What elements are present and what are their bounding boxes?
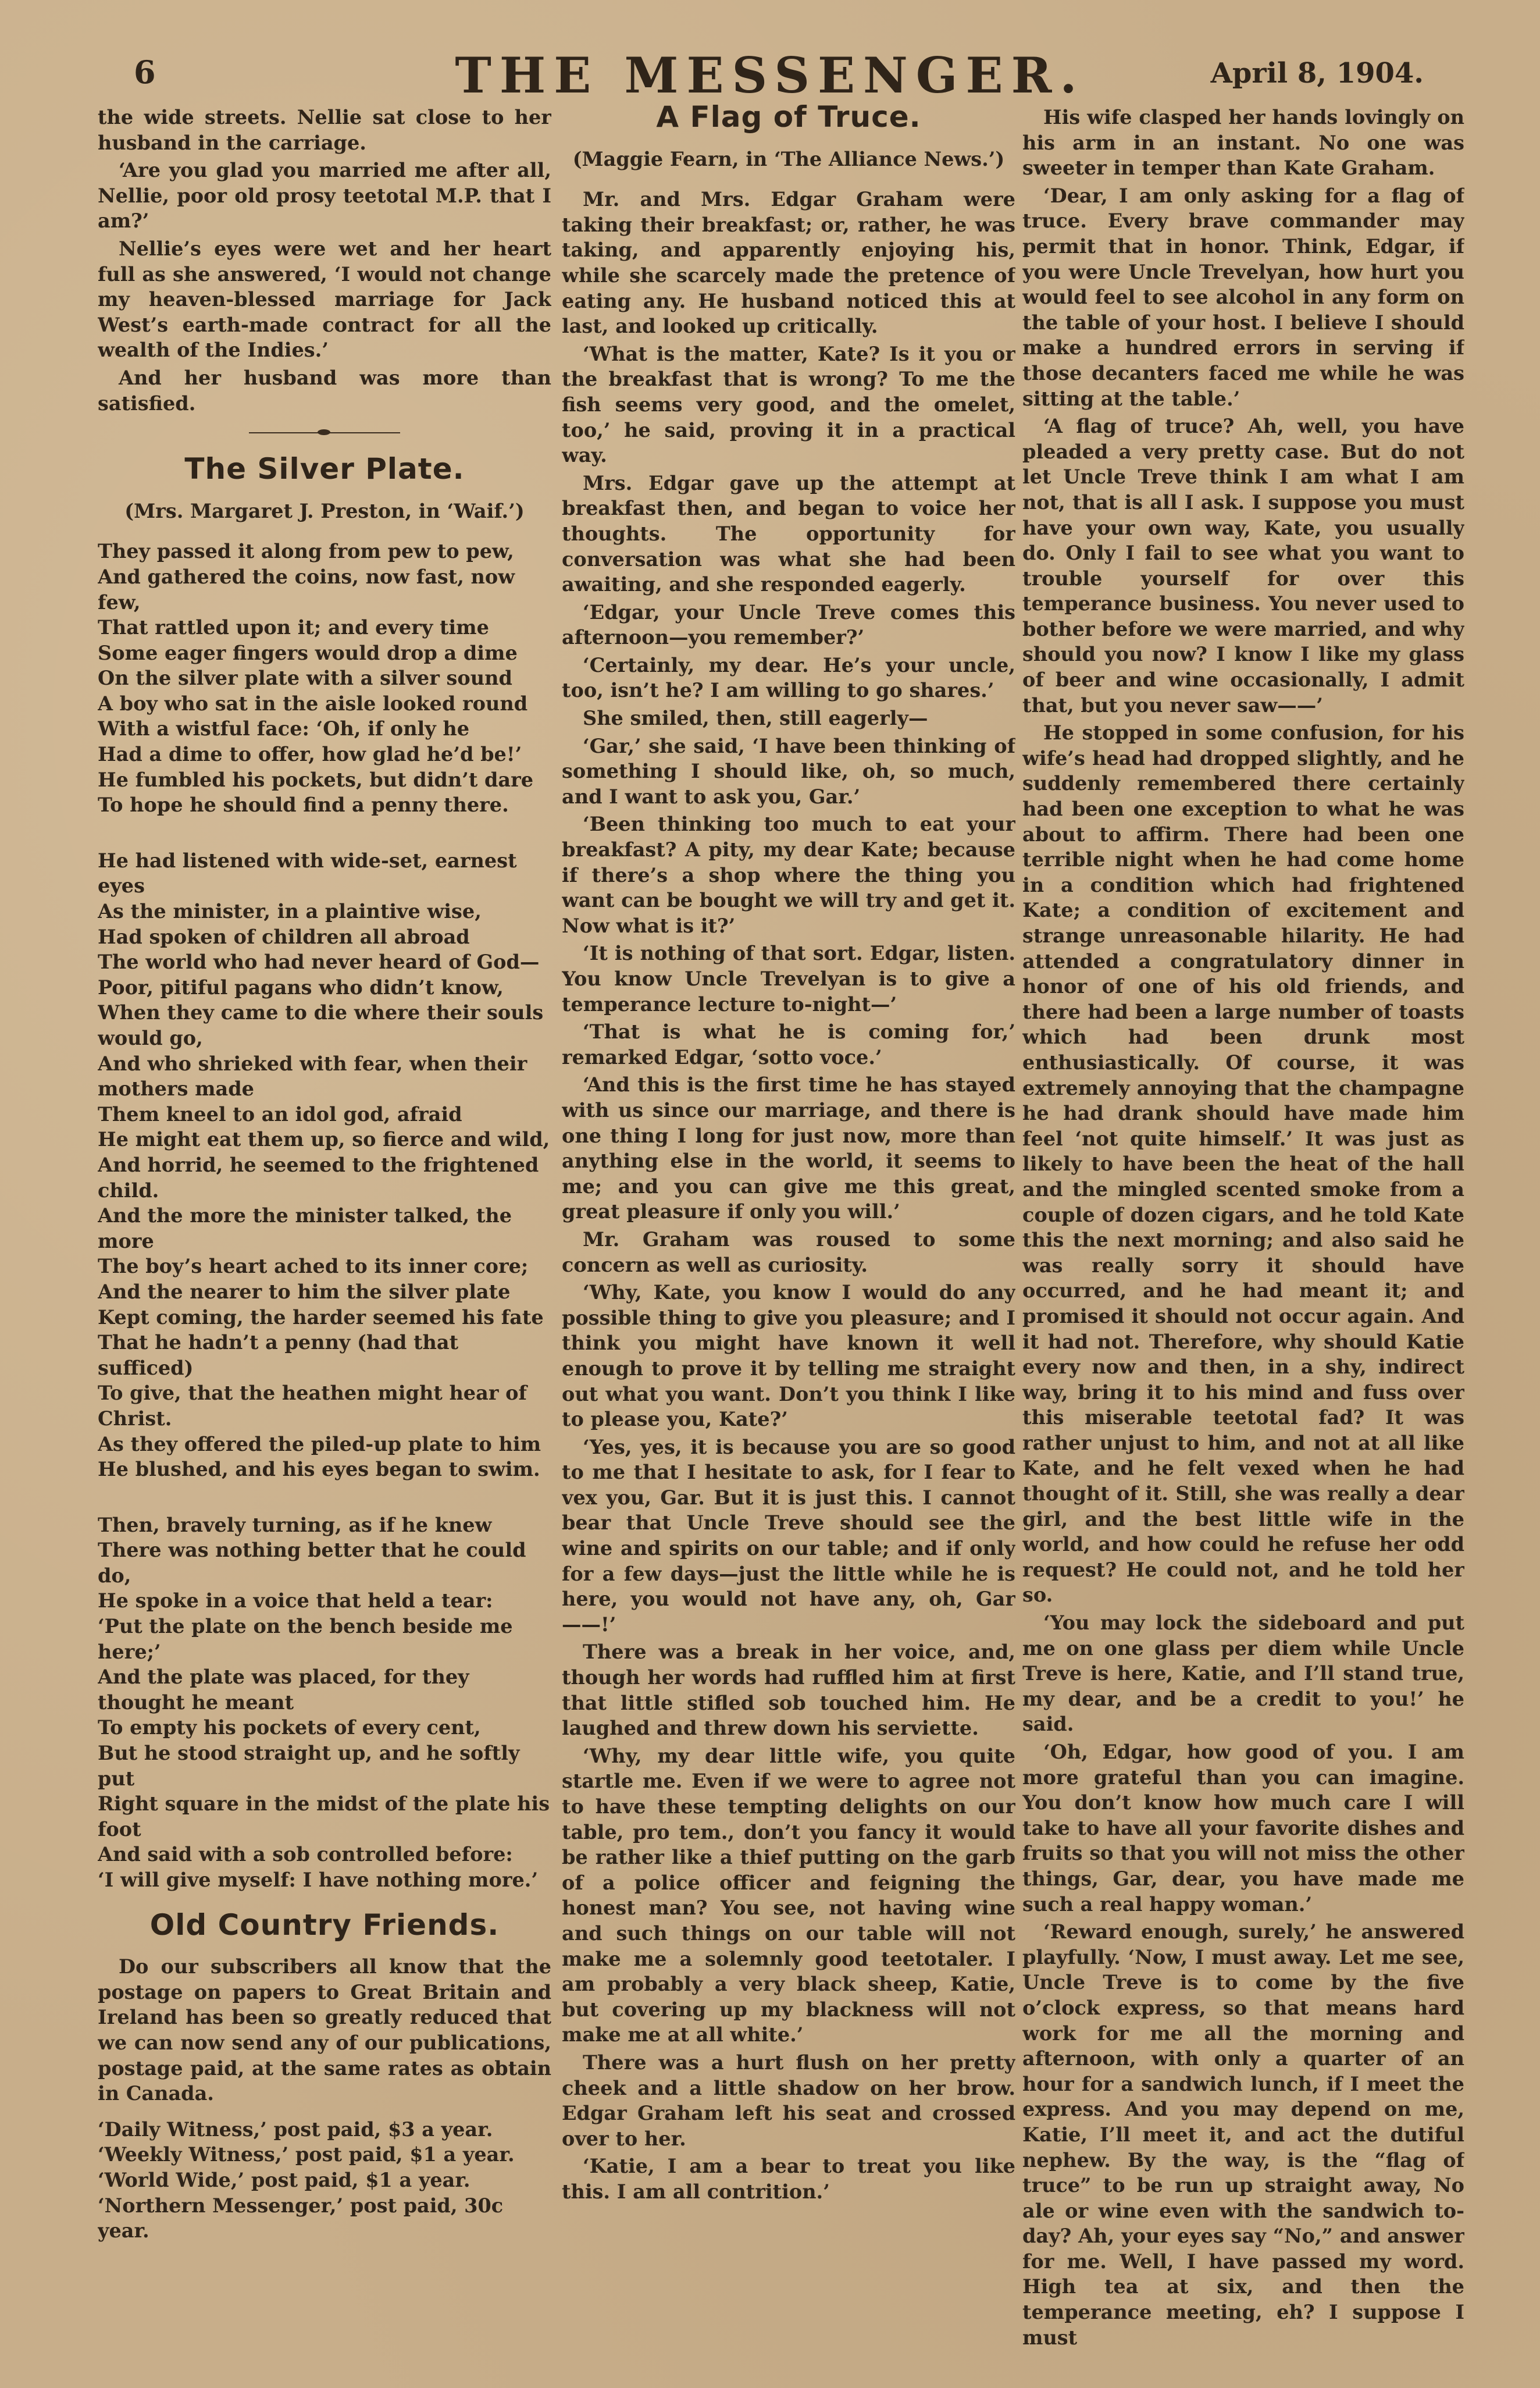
paragraph: Nellie’s eyes were wet and her heart full as she answered, ‘I would not change my heaven-blessed marriage for Jack West’s earth-made contract for all the wealth of the Indies.’ <box>98 237 551 362</box>
rate-line: ‘Northern Messenger,’ post paid, 30c year. <box>98 2194 504 2243</box>
rate-line: ‘Weekly Witness,’ post paid, $1 a year. <box>98 2143 515 2166</box>
poem-line: As the minister, in a plaintive wise, <box>98 900 482 923</box>
paragraph: ‘That is what he is coming for,’ remarked Edgar, ‘sotto voce.’ <box>562 1020 1015 1069</box>
poem-line: Had a dime to offer, how glad he’d be!’ <box>98 743 522 766</box>
paragraph: ‘It is nothing of that sort. Edgar, listen. You know Uncle Trevelyan is to give a temperance lecture to-night—’ <box>562 942 1015 1016</box>
poem-line: As they offered the piled-up plate to him <box>98 1432 541 1455</box>
paragraph: ‘Certainly, my dear. He’s your uncle, too, isn’t he? I am willing to go shares.’ <box>562 653 1015 702</box>
rate-line: ‘Daily Witness,’ post paid, $3 a year. <box>98 2117 493 2141</box>
column-3 <box>1022 105 1464 2362</box>
paragraph: ‘Gar,’ she said, ‘I have been thinking of something I should like, oh, so much, and I want to ask you, Gar.’ <box>562 734 1015 808</box>
paragraph: His wife clasped her hands lovingly on his arm in an instant. No one was sweeter in temper than Kate Graham. <box>1022 106 1464 180</box>
poem-line: Kept coming, the harder seemed his fate <box>98 1305 544 1329</box>
paragraph: ‘A flag of truce? Ah, well, you have pleaded a very pretty case. But do not let Uncle Treve think I am what I am not, that is all I ask. I suppose you must have your own way, Kate, you usually do. Only I fail to see what you want to trouble yourself for over this temperance business. You never used to bother before we were married, and why should you now? I know I like my glass of beer and wine occasionally, I admit that, but you never saw——’ <box>1022 415 1464 717</box>
story-byline: (Maggie Fearn, in ‘The Alliance News.’) <box>572 147 1005 170</box>
poem-line: Had spoken of children all abroad <box>98 925 470 948</box>
poem-line: And gathered the coins, now fast, now few, <box>98 565 515 614</box>
poem-line: He blushed, and his eyes began to swim. <box>98 1458 540 1481</box>
column-2 <box>562 105 1015 2362</box>
newspaper-title: THE MESSENGER. <box>455 47 1085 104</box>
subscription-rates <box>98 2117 551 2244</box>
poem-stanza-1 <box>98 539 551 818</box>
paragraph: the wide streets. Nellie sat close to her husband in the carriage. <box>98 106 551 154</box>
poem-title: The Silver Plate. <box>184 452 465 486</box>
poem-line: Some eager fingers would drop a dime <box>98 641 518 664</box>
poem-byline: (Mrs. Margaret J. Preston, in ‘Waif.’) <box>124 499 525 522</box>
poem-line: And who shrieked with fear, when their mothers made <box>98 1052 527 1101</box>
issue-date: April 8, 1904. <box>1210 57 1424 90</box>
paragraph: ‘What is the matter, Kate? Is it you or the breakfast that is wrong? To me the fish seems very good, and the omelet, too,’ he said, proving it in a practical way. <box>562 342 1015 467</box>
poem-line: Them kneel to an idol god, afraid <box>98 1102 462 1126</box>
paragraph: ‘You may lock the sideboard and put me on one glass per diem while Uncle Treve is here, Katie, and I’ll stand true, my dear, and be a credit to you!’ he said. <box>1022 1611 1464 1736</box>
rate-line: ‘World Wide,’ post paid, $1 a year. <box>98 2168 470 2191</box>
poem-line: On the silver plate with a silver sound <box>98 667 512 690</box>
poem-line: And the plate was placed, for they thought he meant <box>98 1665 469 1714</box>
poem-line: There was nothing better that he could do, <box>98 1539 526 1587</box>
poem-line: And said with a sob controlled before: <box>98 1843 513 1866</box>
poem-line: That rattled upon it; and every time <box>98 616 489 639</box>
paragraph: ‘Been thinking too much to eat your breakfast? A pity, my dear Kate; because if there’s a shop where the thing you want can be bought we will try and get it. Now what is it?’ <box>562 813 1015 937</box>
paragraph: ‘Yes, yes, it is because you are so good to me that I hesitate to ask, for I fear to vex you, Gar. But it is just this. I cannot bear that Uncle Treve should see the wine and spirits on our table; and if only for a few days—just the little while he is here, you would not have any, oh, Gar——!’ <box>562 1435 1015 1636</box>
paragraph: ‘Dear, I am only asking for a flag of truce. Every brave commander may permit that in honor. Think, Edgar, if you were Uncle Trevelyan, how hurt you would feel to see alcohol in any form on the table of your host. I believe I should make a hundred errors in serving if those decanters faced me while he was sitting at the table.’ <box>1022 184 1464 410</box>
paragraph: Mrs. Edgar gave up the attempt at breakfast then, and began to voice her thoughts. The opportunity for conversation was what she had been awaiting, and she responded eagerly. <box>562 471 1015 596</box>
paragraph: And her husband was more than satisfied. <box>98 366 551 415</box>
page-number: 6 <box>134 54 156 91</box>
paragraph: There was a break in her voice, and, though her words had ruffled him at first that little stifled sob touched him. He laughed and threw down his serviette. <box>562 1640 1015 1740</box>
paragraph: ‘Why, my dear little wife, you quite startle me. Even if we were to agree not to have these tempting delights on our table, pro tem., don’t you fancy it would be rather like a thief putting on the garb of a police officer and feigning the honest man? You see, not having wine and such things on our table will not make me a solemnly good teetotaler. I am probably a very black sheep, Katie, but covering up my blackness will not make me at all white.’ <box>562 1744 1015 2047</box>
paragraph: ‘Katie, I am a bear to treat you like this. I am all contrition.’ <box>562 2155 1015 2203</box>
paragraph: There was a hurt flush on her pretty cheek and a little shadow on her brow. Edgar Graham left his seat and crossed over to her. <box>562 2051 1015 2150</box>
poem-line: To hope he should find a penny there. <box>98 793 509 817</box>
paragraph: ‘Oh, Edgar, how good of you. I am more grateful than you can imagine. You don’t know how much care I will take to have all your favorite dishes and fruits so that you will not miss the other things, Gar, dear, you have made me such a real happy woman.’ <box>1022 1741 1464 1916</box>
poem-line: Poor, pitiful pagans who didn’t know, <box>98 976 504 999</box>
poem-line: He had listened with wide-set, earnest eyes <box>98 849 517 898</box>
poem-line: He might eat them up, so fierce and wild, <box>98 1128 550 1151</box>
poem-line: ‘Put the plate on the bench beside me here;’ <box>98 1615 513 1663</box>
paragraph: Do our subscribers all know that the postage on papers to Great Britain and Ireland has been so greatly reduced that we can now send any of our publications, postage paid, at the same rates as obtain in Canada. <box>98 1955 551 2105</box>
poem-line: A boy who sat in the aisle looked round <box>98 692 528 715</box>
poem-line: And horrid, he seemed to the frightened child. <box>98 1153 539 1202</box>
poem-line: He spoke in a voice that held a tear: <box>98 1589 493 1613</box>
poem-line: He fumbled his pockets, but didn’t dare <box>98 768 534 791</box>
poem-line: When they came to die where their souls would go, <box>98 1001 544 1049</box>
paragraph: He stopped in some confusion, for his wife’s head had dropped slightly, and he suddenly remembered there certainly had been one exception to what he was about to affirm. There had been one terrible night when he had come home in a condition which had frightened Kate; a condition of excitement and strange unreasonable hilarity. He had attended a congratulatory dinner in honor of one of his old friends, and there had been a large number of toasts which had been drunk most enthusiastically. Of course, it was extremely annoying that the champagne he had drank should have made him feel ‘not quite himself.’ It was just as likely to have been the heat of the hall and the mingled scented smoke from a couple of dozen cigars, and he told Kate this the next morning; and also said he was really sorry it should have occurred, and he had meant it; and promised it should not occur again. And it had not. Therefore, why should Katie every now and then, in a shy, indirect way, bring it to his mind and fuss over this miserable teetotal fad? It was rather unjust to him, and not at all like Kate, and he felt vexed when he had thought of it. Still, she was really a dear girl, and the best little wife in the world, and how could he refuse her odd request? He could not, and he told her so. <box>1022 721 1464 1607</box>
paragraph: ‘Why, Kate, you know I would do any possible thing to give you pleasure; and I think you might have known it well enough to prove it by telling me straight out what you want. Don’t you think I like to please you, Kate?’ <box>562 1281 1015 1431</box>
poem-line: And the nearer to him the silver plate <box>98 1280 511 1303</box>
friends-title: Old Country Friends. <box>149 1907 500 1942</box>
paragraph: ‘And this is the first time he has stayed with us since our marriage, and there is one thing I long for just now, more than anything else in the world, it seems to me; and you can give me this great, great pleasure if only you will.’ <box>562 1073 1015 1223</box>
poem-line: To empty his pockets of every cent, <box>98 1716 481 1739</box>
paragraph: Mr. and Mrs. Edgar Graham were taking their breakfast; or, rather, he was taking, and apparently enjoying his, while she scarcely made the pretence of eating any. He husband noticed this at last, and looked up critically. <box>562 188 1015 338</box>
section-divider <box>249 429 400 437</box>
story-title: A Flag of Truce. <box>656 105 921 134</box>
poem-line: Right square in the midst of the plate his foot <box>98 1792 550 1841</box>
poem-line: The boy’s heart ached to its inner core; <box>98 1255 529 1278</box>
paragraph: ‘Are you glad you married me after all, Nellie, poor old prosy teetotal M.P. that I am?’ <box>98 159 551 233</box>
poem-stanza-3 <box>98 1512 551 1893</box>
paragraph: ‘Reward enough, surely,’ he answered playfully. ‘Now, I must away. Let me see, Uncle Treve is to come by the five o’clock express, so that means hard work for me all the morning and afternoon, with only a quarter of an hour for a sandwich lunch, if I meet the express. And you may depend on me, Katie, I’ll meet it, and act the dutiful nephew. By the way, is the “flag of truce” to be run up straight away, No ale or wine even with the sandwich to-day? Ah, your eyes say “No,” and answer for me. Well, I have passed my word. High tea at six, and then the temperance meeting, eh? I suppose I must <box>1022 1920 1464 2349</box>
poem-line: The world who had never heard of God— <box>98 951 540 974</box>
masthead <box>81 41 1459 105</box>
paragraph: Mr. Graham was roused to some concern as well as curiosity. <box>562 1227 1015 1276</box>
poem-line: And the more the minister talked, the more <box>98 1204 512 1252</box>
poem-line: To give, that the heathen might hear of Christ. <box>98 1382 527 1430</box>
poem-line: Then, bravely turning, as if he knew <box>98 1513 492 1536</box>
poem-stanza-2 <box>98 848 551 1482</box>
poem-line: ‘I will give myself: I have nothing more.’ <box>98 1869 539 1891</box>
column-1 <box>98 105 551 2362</box>
poem-line: They passed it along from pew to pew, <box>98 540 514 563</box>
poem-line: With a wistful face: ‘Oh, if only he <box>98 717 470 741</box>
poem-line: That he hadn’t a penny (had that sufficed) <box>98 1331 459 1379</box>
paragraph: ‘Edgar, your Uncle Treve comes this afternoon—you remember?’ <box>562 600 1015 649</box>
paragraph: She smiled, then, still eagerly— <box>583 707 928 730</box>
poem-line: But he stood straight up, and he softly put <box>98 1742 520 1790</box>
